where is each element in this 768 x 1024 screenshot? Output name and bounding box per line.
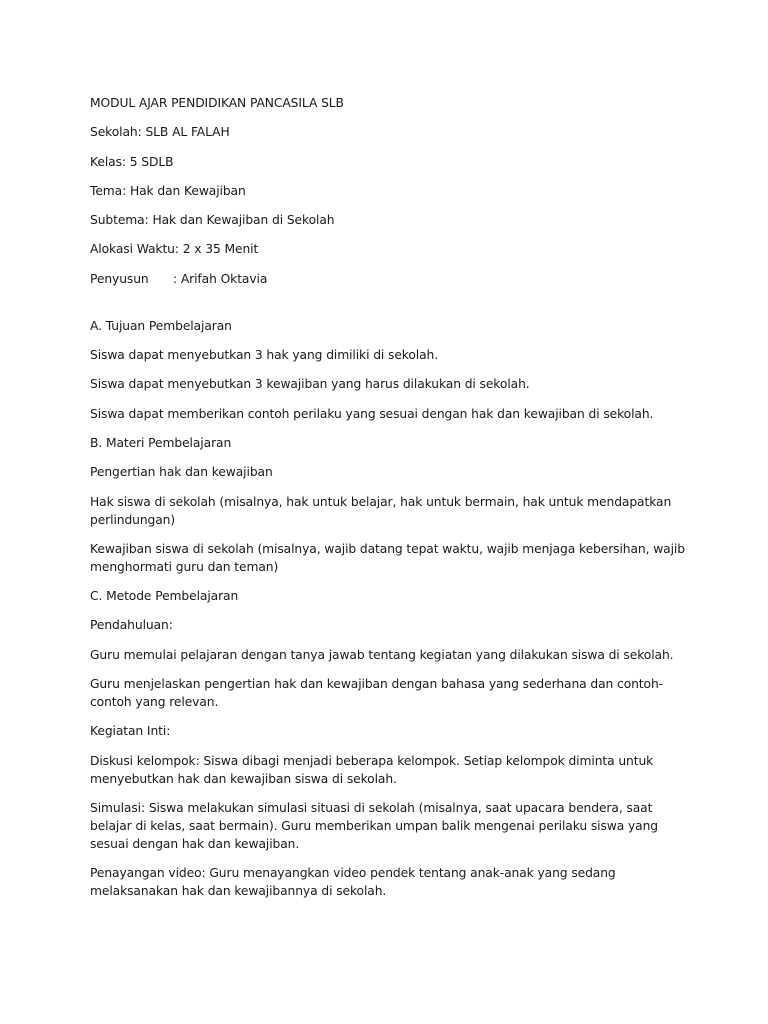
introduction-label: Pendahuluan:	[90, 618, 173, 633]
core-activity-item: Penayangan video: Guru menayangkan video pendek tentang anak-anak yang sedang melaksanakan hak dan kewajibannya di sekolah.	[90, 866, 616, 899]
class-info: Kelas: 5 SDLB	[90, 154, 174, 169]
document-title: MODUL AJAR PENDIDIKAN PANCASILA SLB	[90, 96, 344, 110]
author-value: : Arifah Oktavia	[173, 271, 268, 286]
author-info	[90, 270, 690, 288]
objective-item: Siswa dapat menyebutkan 3 hak yang dimiliki di sekolah.	[90, 348, 439, 363]
subtheme-info: Subtema: Hak dan Kewajiban di Sekolah	[90, 213, 335, 228]
section-b-heading: B. Materi Pembelajaran	[90, 435, 232, 450]
introduction-item: Guru memulai pelajaran dengan tanya jawab tentang kegiatan yang dilakukan siswa di sekolah.	[90, 647, 674, 662]
theme-info: Tema: Hak dan Kewajiban	[90, 183, 246, 198]
core-activity-label: Kegiatan Inti:	[90, 724, 171, 739]
material-item: Kewajiban siswa di sekolah (misalnya, wajib datang tepat waktu, wajib menjaga kebersihan, wajib menghormati guru dan teman)	[90, 541, 685, 574]
section-a-heading: A. Tujuan Pembelajaran	[90, 318, 232, 333]
author-label: Penyusun	[90, 271, 149, 286]
section-c-heading: C. Metode Pembelajaran	[90, 589, 239, 604]
document-body	[90, 94, 690, 912]
objective-item: Siswa dapat menyebutkan 3 kewajiban yang harus dilakukan di sekolah.	[90, 377, 530, 392]
time-allocation-info: Alokasi Waktu: 2 x 35 Menit	[90, 242, 259, 257]
introduction-item: Guru menjelaskan pengertian hak dan kewajiban dengan bahasa yang sederhana dan contoh-contoh yang relevan.	[90, 677, 663, 710]
school-info: Sekolah: SLB AL FALAH	[90, 125, 230, 140]
material-item: Pengertian hak dan kewajiban	[90, 465, 273, 480]
material-item: Hak siswa di sekolah (misalnya, hak untuk belajar, hak untuk bermain, hak untuk mendapatkan perlindungan)	[90, 494, 672, 527]
core-activity-item: Diskusi kelompok: Siswa dibagi menjadi beberapa kelompok. Setiap kelompok diminta untuk menyebutkan hak dan kewajiban siswa di sekolah.	[90, 753, 654, 786]
core-activity-item: Simulasi: Siswa melakukan simulasi situasi di sekolah (misalnya, saat upacara bendera, saat belajar di kelas, saat bermain). Guru memberikan umpan balik mengenai perilaku siswa yang sesuai dengan hak dan kewajiban.	[90, 800, 659, 851]
objective-item: Siswa dapat memberikan contoh perilaku yang sesuai dengan hak dan kewajiban di sekolah.	[90, 406, 654, 421]
